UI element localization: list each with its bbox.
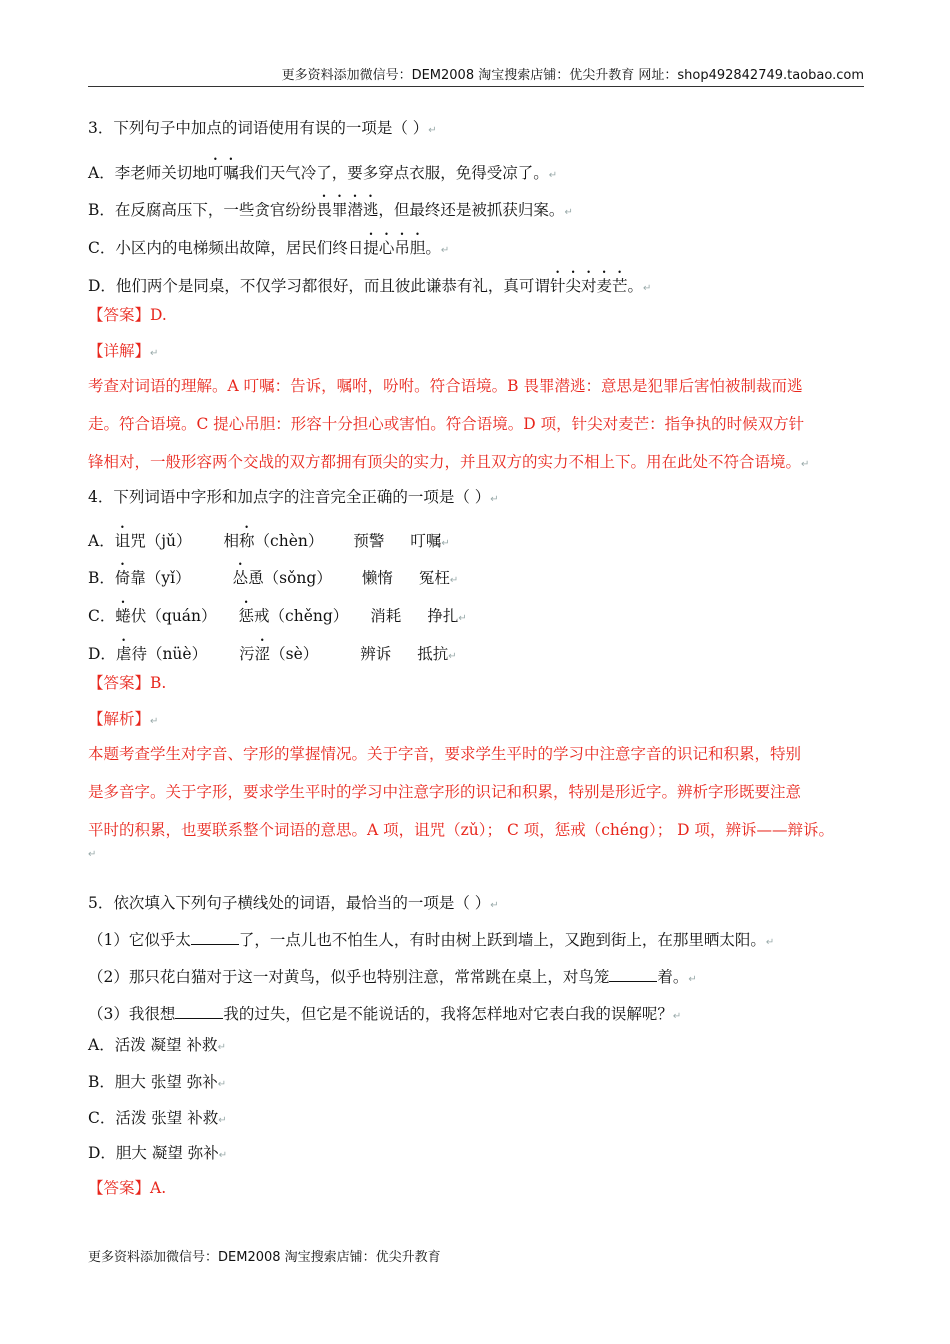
q4-b-w2: 恿（sǒng） xyxy=(248,569,332,587)
q5-s3-pre: （3）我很想 xyxy=(88,1005,176,1023)
q4-c-w1: 伏（quán） xyxy=(130,607,217,625)
q3-d-pre: D．他们两个是同桌，不仅学习都很好，而且彼此谦恭有礼，真可谓 xyxy=(88,277,550,295)
q5-s1-pre: （1）它似乎太 xyxy=(88,931,191,949)
q3-c-dotted: 提心吊胆 xyxy=(363,239,426,257)
q3-a-dotted: 叮嘱 xyxy=(207,164,239,182)
q3-option-b: B．在反腐高压下，一些贪官纷纷畏罪潜逃，但最终还是被抓获归案。↵ xyxy=(88,201,573,219)
q3-c-pre: C．小区内的电梯频出故障，居民们终日 xyxy=(88,239,364,257)
q3-detail-line-3-text: 锋相对，一般形容两个交战的双方都拥有顶尖的实力，并且双方的实力不相上下。用在此处不符合语境。 xyxy=(88,453,802,471)
q4-a-w3: 预警 xyxy=(353,532,385,550)
q4-c-dot2: 惩 xyxy=(238,607,255,625)
blank-line xyxy=(175,1004,223,1019)
paragraph-mark: ↵ xyxy=(88,849,97,860)
q4-c-w3: 消耗 xyxy=(370,607,402,625)
q5-sentence-2: （2）那只花白猫对于这一对黄鸟，似乎也特别注意，常常跳在桌上，对鸟笼 着。↵ xyxy=(88,968,697,986)
q3-d-post: 。 xyxy=(627,277,643,295)
q4-b-label: B． xyxy=(88,569,115,587)
q4-a-w4: 叮嘱 xyxy=(410,532,442,550)
q5-b-text: B．胆大 张望 弥补 xyxy=(88,1073,218,1091)
q5-s1-post: 了，一点儿也不怕生人，有时由树上跃到墙上，又跑到街上，在那里晒太阳。 xyxy=(238,931,766,949)
q4-c-dot1: 蜷 xyxy=(115,607,131,625)
q4-a-dot2: 称 xyxy=(239,532,255,550)
q4-stem-text: 4．下列词语中字形和加点字的注音完全正确的一项是（ ） xyxy=(88,488,491,506)
q3-b-dotted: 畏罪潜逃 xyxy=(316,201,379,219)
q4-detail-label-text: 【解析】 xyxy=(88,710,151,728)
q5-d-text: D．胆大 凝望 弥补 xyxy=(88,1144,219,1162)
q4-c-label: C． xyxy=(88,607,116,625)
q4-d-label: D． xyxy=(88,645,116,663)
q3-b-pre: B．在反腐高压下，一些贪官纷纷 xyxy=(88,201,317,219)
q5-s3-post: 我的过失，但它是不能说话的，我将怎样地对它表白我的误解呢？ xyxy=(223,1005,673,1023)
q4-b-w3: 懒惰 xyxy=(361,569,393,587)
q3-option-d: D．他们两个是同桌，不仅学习都很好，而且彼此谦恭有礼，真可谓针尖对麦芒。↵ xyxy=(88,277,652,295)
q5-option-b: B．胆大 张望 弥补↵ xyxy=(88,1073,227,1091)
q3-a-post: 我们天气冷了，要多穿点衣服，免得受凉了。 xyxy=(238,164,549,182)
q4-detail-line-1: 本题考查学生对字音、字形的掌握情况。关于字音，要求学生平时的学习中注意字音的识记和积累，特别 xyxy=(88,745,802,763)
q4-a-dot1: 诅 xyxy=(114,532,131,550)
q4-a-w2: （chèn） xyxy=(254,532,324,550)
page-header: 更多资料添加微信号：DEM2008 淘宝搜索店铺：优尖升教育 网址：shop492842749.taobao.com xyxy=(88,66,864,87)
q5-a-text: A．活泼 凝望 补救 xyxy=(88,1036,218,1054)
q5-option-a: A．活泼 凝望 补救↵ xyxy=(88,1036,226,1054)
q5-sentence-3: （3）我很想 我的过失，但它是不能说话的，我将怎样地对它表白我的误解呢？↵ xyxy=(88,1005,682,1023)
q5-sentence-1: （1）它似乎太 了，一点儿也不怕生人，有时由树上跃到墙上，又跑到街上，在那里晒太阳。↵ xyxy=(88,931,775,949)
q4-b-dot1: 倚 xyxy=(114,569,131,587)
q4-detail-line-2: 是多音字。关于字形，要求学生平时的学习中注意字形的识记和积累，特别是形近字。辨析字形既要注意 xyxy=(88,783,802,801)
q4-option-d: D．虐待（nüè） 污涩（sè） 辨诉 抵抗↵ xyxy=(88,645,457,663)
q3-detail-line-3: 锋相对，一般形容两个交战的双方都拥有顶尖的实力，并且双方的实力不相上下。用在此处不符合语境。↵ xyxy=(88,453,810,471)
q3-option-c: C．小区内的电梯频出故障，居民们终日提心吊胆。↵ xyxy=(88,239,450,257)
q4-d-dot2: 涩 xyxy=(254,645,271,663)
q4-d-w3: 辨诉 xyxy=(360,645,392,663)
q4-d-dot1: 虐 xyxy=(115,645,132,663)
q4-b-w1: 靠（yǐ） xyxy=(130,569,191,587)
q4-detail-label: 【解析】↵ xyxy=(88,710,159,728)
q3-b-post: ，但最终还是被抓获归案。 xyxy=(378,201,565,219)
q4-d-w2pre: 污 xyxy=(239,645,255,663)
q4-a-w1: 咒（jǔ） xyxy=(130,532,192,550)
q4-detail-line-3: 平时的积累，也要联系整个词语的意思。A 项，诅咒（zǔ）； C 项，惩戒（chéng）； D 项，辨诉——辩诉。 xyxy=(88,821,835,839)
q5-stem: 5．依次填入下列句子横线处的词语，最恰当的一项是（ ）↵ xyxy=(88,894,499,912)
q3-detail-line-2: 走。符合语境。C 提心吊胆：形容十分担心或害怕。符合语境。D 项，针尖对麦芒：指争执的时候双方针 xyxy=(88,415,805,433)
q3-option-a: A．李老师关切地叮嘱我们天气冷了，要多穿点衣服，免得受凉了。↵ xyxy=(88,164,558,182)
q3-d-dotted: 针尖对麦芒 xyxy=(549,277,628,295)
q4-b-dot2: 怂 xyxy=(232,569,249,587)
q3-detail-label: 【详解】↵ xyxy=(88,342,159,360)
q3-detail-label-text: 【详解】 xyxy=(88,342,151,360)
q5-s2-post: 着。 xyxy=(657,968,689,986)
blank-line xyxy=(609,967,657,982)
q5-c-text: C．活泼 张望 补救 xyxy=(88,1109,219,1127)
q3-answer: 【答案】D. xyxy=(88,306,167,324)
q4-option-c: C．蜷伏（quán） 惩戒（chěng） 消耗 挣扎↵ xyxy=(88,607,467,625)
q5-stem-text: 5．依次填入下列句子横线处的词语，最恰当的一项是（ ） xyxy=(88,894,491,912)
q4-option-a: A．诅咒（jǔ） 相称（chèn） 预警 叮嘱↵ xyxy=(88,532,450,550)
blank-line xyxy=(191,930,239,945)
q5-option-c: C．活泼 张望 补救↵ xyxy=(88,1109,227,1127)
q4-a-w2pre: 相 xyxy=(223,532,240,550)
q4-d-w4: 抵抗 xyxy=(417,645,449,663)
q4-c-w4: 挣扎 xyxy=(427,607,459,625)
q3-stem: 3．下列句子中加点的词语使用有误的一项是（ ）↵ xyxy=(88,119,437,137)
q5-answer: 【答案】A. xyxy=(88,1179,167,1197)
q5-option-d: D．胆大 凝望 弥补↵ xyxy=(88,1144,228,1162)
q4-c-w2: 戒（chěng） xyxy=(254,607,349,625)
q4-stem: 4．下列词语中字形和加点字的注音完全正确的一项是（ ）↵ xyxy=(88,488,499,506)
q4-a-label: A． xyxy=(88,532,115,550)
q5-s2-pre: （2）那只花白猫对于这一对黄鸟，似乎也特别注意，常常跳在桌上，对鸟笼 xyxy=(88,968,610,986)
q4-d-w1: 待（nüè） xyxy=(131,645,208,663)
page-footer: 更多资料添加微信号：DEM2008 淘宝搜索店铺：优尖升教育 xyxy=(88,1250,441,1265)
q4-option-b: B．倚靠（yǐ） 怂恿（sǒng） 懒惰 冤枉↵ xyxy=(88,569,459,587)
q3-detail-line-1: 考查对词语的理解。A 叮嘱：告诉，嘱咐，吩咐。符合语境。B 畏罪潜逃：意思是犯罪后害怕被制裁而逃 xyxy=(88,377,803,395)
q4-d-w2: （sè） xyxy=(270,645,319,663)
q4-answer: 【答案】B. xyxy=(88,674,167,692)
q3-stem-text: 3．下列句子中加点的词语使用有误的一项是（ ） xyxy=(88,119,429,137)
q3-a-pre: A．李老师关切地 xyxy=(88,164,208,182)
q3-c-post: 。 xyxy=(425,239,441,257)
q4-b-w4: 冤枉 xyxy=(418,569,450,587)
